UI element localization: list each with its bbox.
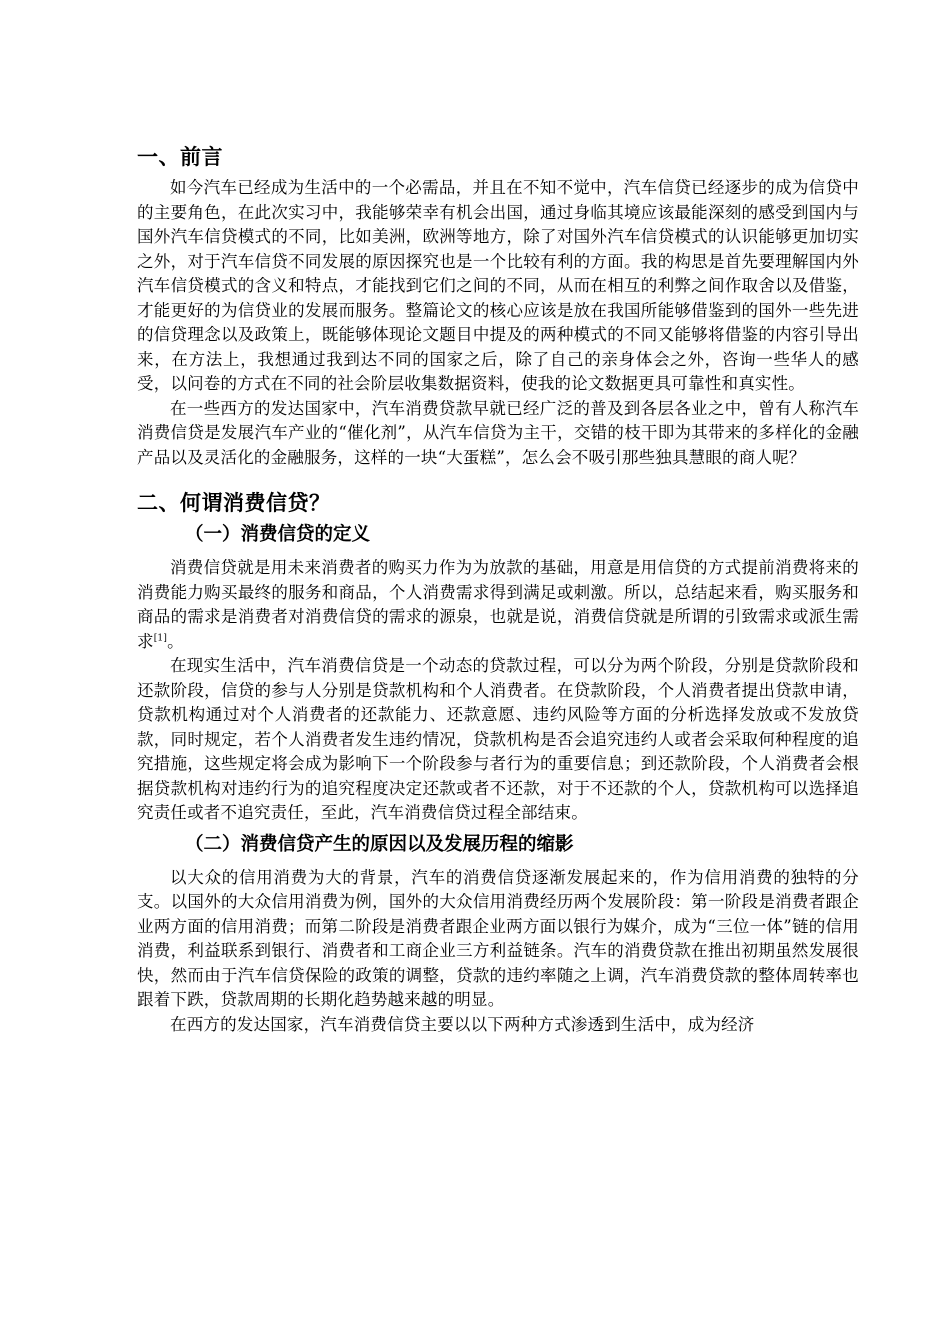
paragraph-end: 。 — [167, 631, 184, 651]
paragraph: 以大众的信用消费为大的背景，汽车的消费信贷逐渐发展起来的，作为信用消费的独特的分支。以国外的大众信用消费为例，国外的大众信用消费经历两个发展阶段：第一阶段是消费者跟企业两方面的信用消费；而第二阶段是消费者跟企业两方面以银行为媒介，成为“三位一体”链的信用消费，利益联系到银行、消费者和工商企业三方利益链条。汽车的消费贷款在推出初期虽然发展很快，然而由于汽车信贷保险的政策的调整，贷款的违约率随之上调，汽车消费贷款的整体周转率也跟着下跌，贷款周期的长期化趋势越来越的明显。 — [137, 867, 859, 1009]
subsection-heading-definition: （一）消费信贷的定义 — [185, 524, 371, 545]
paragraph: 在西方的发达国家，汽车消费信贷主要以以下两种方式渗透到生活中，成为经济 — [170, 1014, 755, 1034]
section-heading-preface: 一、前言 — [137, 145, 223, 169]
paragraph: 在一些西方的发达国家中，汽车消费贷款早就已经广泛的普及到各层各业之中，曾有人称汽车消费信贷是发展汽车产业的“催化剂”，从汽车信贷为主干，交错的枝干即为其带来的多样化的金融产品以及灵活化的金融服务，这样的一块“大蛋糕”，怎么会不吸引那些独具慧眼的商人呢？ — [137, 398, 859, 467]
paragraph: 在现实生活中，汽车消费信贷是一个动态的贷款过程，可以分为两个阶段，分别是贷款阶段和还款阶段，信贷的参与人分别是贷款机构和个人消费者。在贷款阶段，个人消费者提出贷款申请，贷款机构通过对个人消费者的还款能力、还款意愿、违约风险等方面的分析选择发放或不发放贷款，同时规定，若个人消费者发生违约情况，贷款机构是否会追究违约人或者会采取何种程度的追究措施，这些规定将会成为影响下一个阶段参与者行为的重要信息；到还款阶段，个人消费者会根据贷款机构对违约行为的追究程度决定还款或者不还款，对于不还款的个人，贷款机构可以选择追究责任或者不追究责任，至此，汽车消费信贷过程全部结束。 — [137, 656, 859, 822]
document-body — [137, 142, 859, 1037]
paragraph-text: 消费信贷就是用未来消费者的购买力作为为放款的基础，用意是用信贷的方式提前消费将来的消费能力购买最终的服务和商品，个人消费需求得到满足或刺激。所以，总结起来看，购买服务和商品的需求是消费者对消费信贷的需求的源泉，也就是说，消费信贷就是所谓的引致需求或派生需求 — [137, 558, 859, 651]
subsection-heading-origins: （二）消费信贷产生的原因以及发展历程的缩影 — [185, 833, 574, 855]
citation-reference: [1] — [153, 633, 168, 643]
paragraph: 如今汽车已经成为生活中的一个必需品，并且在不知不觉中，汽车信贷已经逐步的成为信贷中的主要角色，在此次实习中，我能够荣幸有机会出国，通过身临其境应该最能深刻的感受到国内与国外汽车信贷模式的不同，比如美洲，欧洲等地方，除了对国外汽车信贷模式的认识能够更加切实之外，对于汽车信贷不同发展的原因探究也是一个比较有利的方面。我的构思是首先要理解国内外汽车信贷模式的含义和特点，才能找到它们之间的不同，从而在相互的利弊之间作取舍以及借鉴，才能更好的为信贷业的发展而服务。整篇论文的核心应该是放在我国所能够借鉴到的国外一些先进的信贷理念以及政策上，既能够体现论文题目中提及的两种模式的不同又能够将借鉴的内容引导出来，在方法上，我想通过我到达不同的国家之后，除了自己的亲身体会之外，咨询一些华人的感受，以问卷的方式在不同的社会阶层收集数据资料，使我的论文数据更具可靠性和真实性。 — [137, 178, 859, 393]
section-heading-consumer-credit: 二、何谓消费信贷？ — [137, 491, 331, 515]
paragraph — [137, 556, 859, 654]
